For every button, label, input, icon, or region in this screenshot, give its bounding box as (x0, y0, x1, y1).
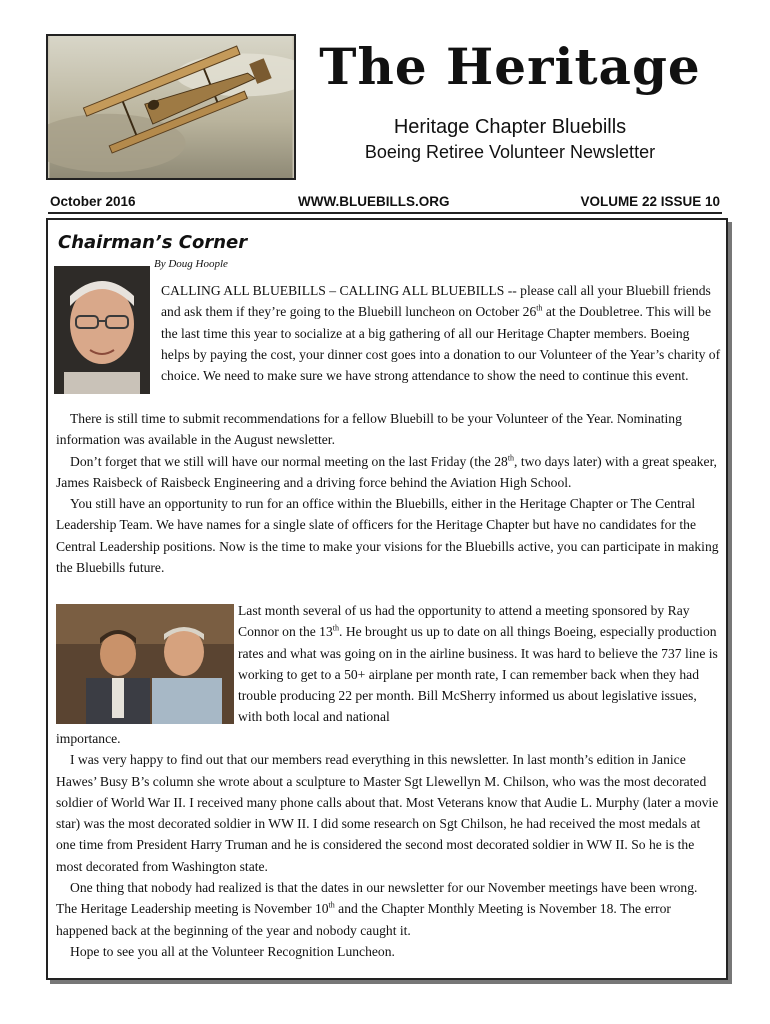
website-link[interactable]: WWW.BLUEBILLS.ORG (298, 194, 450, 209)
article-paragraph-7: One thing that nobody had realized is that the dates in our newsletter for our November meetings have been wrong. The Heritage Leadership meeting is November 10th and the Chapter Monthly Meeting is November 18. The error happened back at the beginning of the year and nobody caught it. (56, 880, 698, 938)
chairmans-corner-panel (46, 218, 728, 980)
meeting-photo (56, 604, 234, 724)
biplane-icon (48, 36, 294, 178)
author-photo (54, 266, 150, 394)
article-paragraph-5-end: importance. (56, 731, 121, 746)
chapter-name: Heritage Chapter Bluebills (393, 116, 627, 138)
article-body-lower (56, 728, 720, 962)
newsletter-title: The Heritage (319, 37, 701, 96)
article-paragraph-1: CALLING ALL BLUEBILLS – CALLING ALL BLUEBILLS -- please call all your Bluebill friends and ask them if they’re going to the Bluebill luncheon on October 26th at the Doubletree. This will be the last time this year to socialize at a big gathering of all our Heritage Chapter members. Boeing helps by paying the cost, your dinner cost goes into a donation to our Volunteer of the Year’s charity of choice. We need to make sure we have strong attendance to show the need to continue this event. (161, 283, 721, 384)
article-paragraph-3: Don’t forget that we still will have our normal meeting on the last Friday (the 28th, two days later) with a great speaker, James Raisbeck of Raisbeck Engineering and a driving force behind the Aviation High School. (56, 453, 717, 490)
article-paragraph-5: Last month several of us had the opportunity to attend a meeting sponsored by Ray Connor on the 13th. He brought us up to date on all things Boeing, especially production rates and what was going on in the airline business. It was hard to believe the 737 line is working to get to a 50+ airplane per month rate, I can remember back when they had trouble producing 22 per month. Bill McSherry informed us about legislative issues, with both local and national (238, 603, 718, 725)
article-paragraph-4: You still have an opportunity to run for an office within the Bluebills, either in the Heritage Chapter or The Central Leadership Team. We have names for a single slate of officers for the Heritage Chapter but have no candidates for the Central Leadership positions. Now is the time to make your visions for the Bluebills active, you can participate in making the Bluebills future. (56, 496, 719, 576)
article-paragraph-8: Hope to see you all at the Volunteer Recognition Luncheon. (70, 943, 395, 959)
dateline-bar (48, 192, 722, 214)
issue-date: October 2016 (50, 194, 136, 209)
byline: By Doug Hoople (154, 258, 228, 270)
volume-issue: VOLUME 22 ISSUE 10 (580, 194, 720, 209)
article-paragraph-2: There is still time to submit recommendations for a fellow Bluebill to be your Volunteer of the Year. Nominating information was available in the August newsletter. (56, 411, 682, 448)
article-body (56, 408, 720, 578)
biplane-painting (46, 34, 296, 180)
section-heading: Chairman’s Corner (58, 232, 248, 253)
article-paragraph-6: I was very happy to find out that our members read everything in this newsletter. In last month’s edition in Janice Hawes’ Busy B’s column she wrote about a sculpture to Master Sgt Llewellyn M. Chilson, who was the most decorated soldier of World War II. I received many phone calls about that. Most Veterans know that Audie L. Murphy (later a movie star) was the most decorated soldier in WW II. I did some research on Sgt Chilson, he had received the most medals at one time from President Harry Truman and he is considered the second most decorated soldier in WW II. So he is the most decorated from Washington state. (56, 752, 719, 874)
newsletter-tagline: Boeing Retiree Volunteer Newsletter (364, 142, 656, 162)
